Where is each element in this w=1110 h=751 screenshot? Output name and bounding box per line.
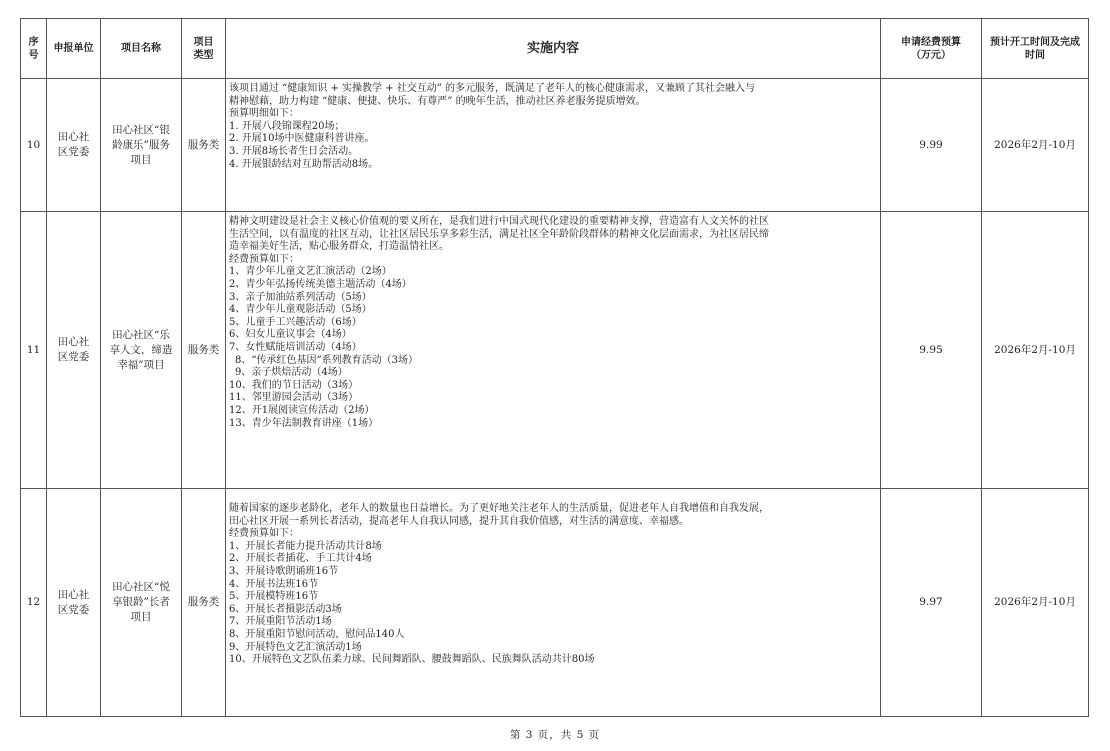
budget-cell: 9.97 — [881, 489, 982, 717]
budget-item: 7、开展重阳节活动1场 — [229, 616, 332, 628]
intro-line: 田心社区开展一系列长者活动，提高老年人自我认同感，提升其自我价值感，对生活的满意度、幸福感。 — [229, 515, 689, 527]
seq-cell: 11 — [21, 212, 47, 489]
budget-heading: 预算明细如下： — [229, 108, 299, 120]
budget-item: 7、女性赋能培训活动（4场） — [229, 341, 362, 353]
budget-item: 6、妇女儿童议事会（4场） — [229, 329, 352, 341]
budget-item: 10、开展特色文艺队伍柔力球、民间舞蹈队、腰鼓舞蹈队、民族舞队活动共计80场 — [229, 654, 595, 666]
table-row — [21, 212, 1089, 489]
budget-cell: 9.99 — [881, 79, 982, 212]
unit-cell: 田心社区党委 — [47, 79, 101, 212]
table-row — [21, 79, 1089, 212]
budget-item: 1、青少年儿童文艺汇演活动（2场） — [229, 266, 392, 278]
budget-heading: 经费预算如下： — [229, 528, 299, 540]
budget-item: 1. 开展八段锦课程20场； — [229, 120, 345, 132]
content-cell — [226, 489, 881, 717]
unit-cell: 田心社区党委 — [47, 212, 101, 489]
header-budget: 申请经费预算（万元） — [881, 19, 982, 79]
intro-line: 该项目通过 “健康知识 + 实操教学 + 社交互动” 的多元服务，既满足了老年人的核心健康需求，又兼顾了其社会融入与 — [229, 83, 756, 94]
intro-line: 精神慰藉，助力构建 “健康、便捷、快乐、有尊严” 的晚年生活，推动社区养老服务提质增效。 — [229, 95, 646, 107]
page-number: 第 3 页，共 5 页 — [509, 729, 601, 741]
budget-item: 6、开展长者摄影活动3场 — [229, 603, 342, 615]
budget-item: 4. 开展银龄结对互助帮活动8场。 — [229, 158, 379, 170]
budget-cell: 9.95 — [881, 212, 982, 489]
seq-cell: 12 — [21, 489, 47, 717]
budget-heading: 经费预算如下： — [229, 253, 299, 265]
budget-item: 5、儿童手工兴趣活动（6场） — [229, 316, 362, 328]
type-cell: 服务类 — [182, 489, 226, 717]
intro-line: 造幸福美好生活，贴心服务群众，打造温情社区。 — [229, 241, 449, 253]
project-name-cell: 田心社区“银龄康乐”服务项目 — [101, 79, 182, 212]
budget-item: 10、我们的节日活动（3场） — [229, 379, 359, 391]
budget-item: 9、亲子烘焙活动（4场） — [235, 367, 348, 379]
project-name-cell: 田心社区“乐享人文，缔造幸福”项目 — [101, 212, 182, 489]
budget-item: 3. 开展8场长者生日会活动。 — [229, 145, 359, 157]
header-type: 项目类型 — [182, 19, 226, 79]
unit-cell: 田心社区党委 — [47, 489, 101, 717]
table-row — [21, 489, 1089, 717]
content-cell — [226, 79, 881, 212]
budget-item: 2. 开展10场中医健康科普讲座。 — [229, 133, 375, 145]
header-content: 实施内容 — [226, 19, 881, 79]
type-cell: 服务类 — [182, 79, 226, 212]
type-cell: 服务类 — [182, 212, 226, 489]
period-cell: 2026年2月-10月 — [982, 79, 1089, 212]
budget-item: 9、开展特色文艺汇演活动1场 — [229, 641, 362, 653]
period-cell: 2026年2月-10月 — [982, 489, 1089, 717]
budget-item: 2、开展长者插花、手工共计4场 — [229, 553, 372, 565]
budget-item: 8、“传承红色基因”系列教育活动（3场） — [235, 354, 418, 366]
budget-item: 12、开1展阅读宣传活动（2场） — [229, 404, 375, 416]
budget-item: 1、开展长者能力提升活动共计8场 — [229, 540, 382, 552]
project-name-cell: 田心社区“悦享银龄”长者项目 — [101, 489, 182, 717]
budget-item: 3、亲子加油站系列活动（5场） — [229, 291, 372, 303]
intro-line: 生活空间，以有温度的社区互动，让社区居民乐享多彩生活，满足社区全年龄阶段群体的精神文化层面需求，为社区居民缔 — [229, 228, 769, 240]
content-cell — [226, 212, 881, 489]
intro-line: 精神文明建设是社会主义核心价值观的要义所在，是我们进行中国式现代化建设的重要精神支撑，营造富有人文关怀的社区 — [229, 216, 769, 227]
header-seq: 序号 — [21, 19, 47, 79]
budget-item: 2、青少年弘扬传统美德主题活动（4场） — [229, 278, 412, 290]
period-cell: 2026年2月-10月 — [982, 212, 1089, 489]
budget-item: 11、邻里游园会活动（3场） — [229, 392, 359, 404]
header-row — [21, 19, 1089, 79]
project-table — [20, 18, 1089, 717]
budget-item: 4、开展书法班16节 — [229, 578, 319, 590]
budget-item: 5、开展模特班16节 — [229, 591, 319, 603]
header-name: 项目名称 — [101, 19, 182, 79]
budget-item: 13、青少年法制教育讲座（1场） — [229, 417, 379, 429]
budget-item: 4、青少年儿童观影活动（5场） — [229, 304, 372, 316]
header-unit: 申报单位 — [47, 19, 101, 79]
header-period: 预计开工时间及完成时间 — [982, 19, 1089, 79]
budget-item: 3、开展诗歌朗诵班16节 — [229, 565, 339, 577]
intro-line: 随着国家的逐步老龄化，老年人的数量也日益增长。为了更好地关注老年人的生活质量，促进老年人自我增值和自我发展， — [229, 503, 769, 514]
seq-cell: 10 — [21, 79, 47, 212]
budget-item: 8、开展重阳节慰问活动，慰问品140人 — [229, 628, 405, 640]
